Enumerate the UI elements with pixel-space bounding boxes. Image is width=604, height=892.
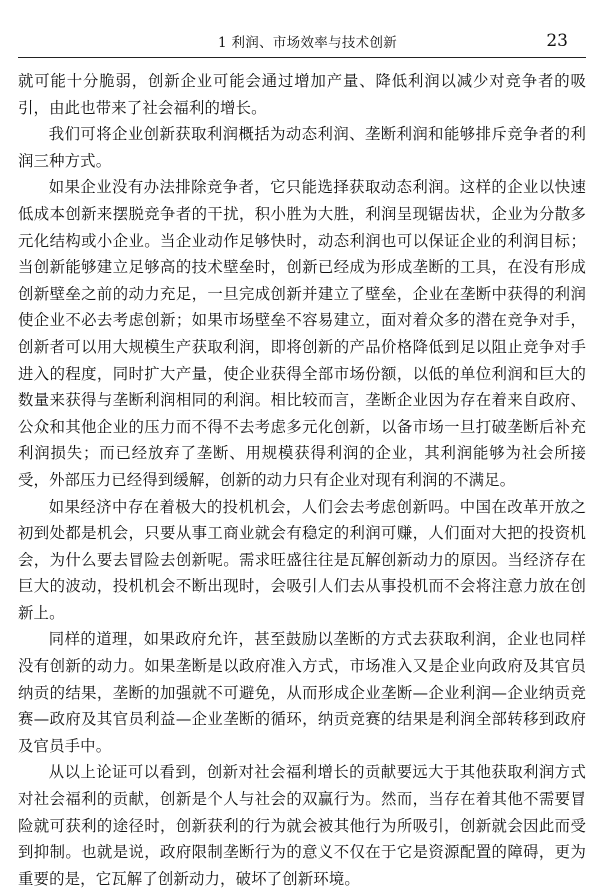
chapter-title: 1 利润、市场效率与技术创新 <box>218 35 398 51</box>
body-text <box>18 68 586 892</box>
header-rule <box>18 57 586 58</box>
paragraph-continuation: 就可能十分脆弱，创新企业可能会通过增加产量、降低利润以减少对竞争者的吸引，由此也带来了社会福利的增长。 <box>18 72 586 117</box>
paragraph-government-monopoly: 同样的道理，如果政府允许，甚至鼓励以垄断的方式去获取利润，企业也同样没有创新的动力。如果垄断是以政府准入方式，市场准入又是企业向政府及其官员纳贡的结果，垄断的加强就不可避免，从而形成企业垄断—企业利润—企业纳贡竞赛—政府及其官员利益—企业垄断的循环，纳贡竞赛的结果是利润全部转移到政府及官员手中。 <box>18 630 586 755</box>
running-header <box>18 30 586 56</box>
paragraph-conclusion: 从以上论证可以看到，创新对社会福利增长的贡献要远大于其他获取利润方式对社会福利的贡献，创新是个人与社会的双赢行为。然而，当存在着其他不需要冒险就可获利的途径时，创新获利的行为就会被其他行为所吸引，创新就会因此而受到抑制。也就是说，政府限制垄断行为的意义不仅在于它是资源配置的障碍，更为重要的是，它瓦解了创新动力，破坏了创新环境。 <box>18 763 586 888</box>
paragraph-profit-types: 我们可将企业创新获取利润概括为动态利润、垄断利润和能够排斥竞争者的利润三种方式。 <box>18 125 586 170</box>
paragraph-dynamic-profit: 如果企业没有办法排除竞争者，它只能选择获取动态利润。这样的企业以快速低成本创新来摆脱竞争者的干扰，积小胜为大胜，利润呈现锯齿状，企业为分散多元化结构或小企业。当企业动作足够快时，动态利润也可以保证企业的利润目标；当创新能够建立足够高的技术壁垒时，创新已经成为形成垄断的工具，在没有形成创新壁垒之前的动力充足，一旦完成创新并建立了壁垒，企业在垄断中获得的利润使企业不必去考虑创新；如果市场壁垒不容易建立，面对着众多的潜在竞争对手，创新者可以用大规模生产获取利润，即将创新的产品价格降低到足以阻止竞争对手进入的程度，同时扩大产量，使企业获得全部市场份额，以低的单位利润和巨大的数量来获得与垄断利润相同的利润。相比较而言，垄断企业因为存在着来自政府、公众和其他企业的压力而不得不去考虑多元化创新，以备市场一旦打破垄断后补充利润损失；而已经放弃了垄断、用规模获得利润的企业，其利润能够为社会所接受，外部压力已经得到缓解，创新的动力只有企业对现有利润的不满足。 <box>18 178 586 489</box>
paragraph-speculation: 如果经济中存在着极大的投机机会，人们会去考虑创新吗。中国在改革开放之初到处都是机会，只要从事工商业就会有稳定的利润可赚，人们面对大把的投资机会，为什么要去冒险去创新呢。需求旺盛往往是瓦解创新动力的原因。当经济存在巨大的波动，投机机会不断出现时，会吸引人们去从事投机而不会将注意力放在创新上。 <box>18 497 586 622</box>
page-number: 23 <box>546 31 568 51</box>
